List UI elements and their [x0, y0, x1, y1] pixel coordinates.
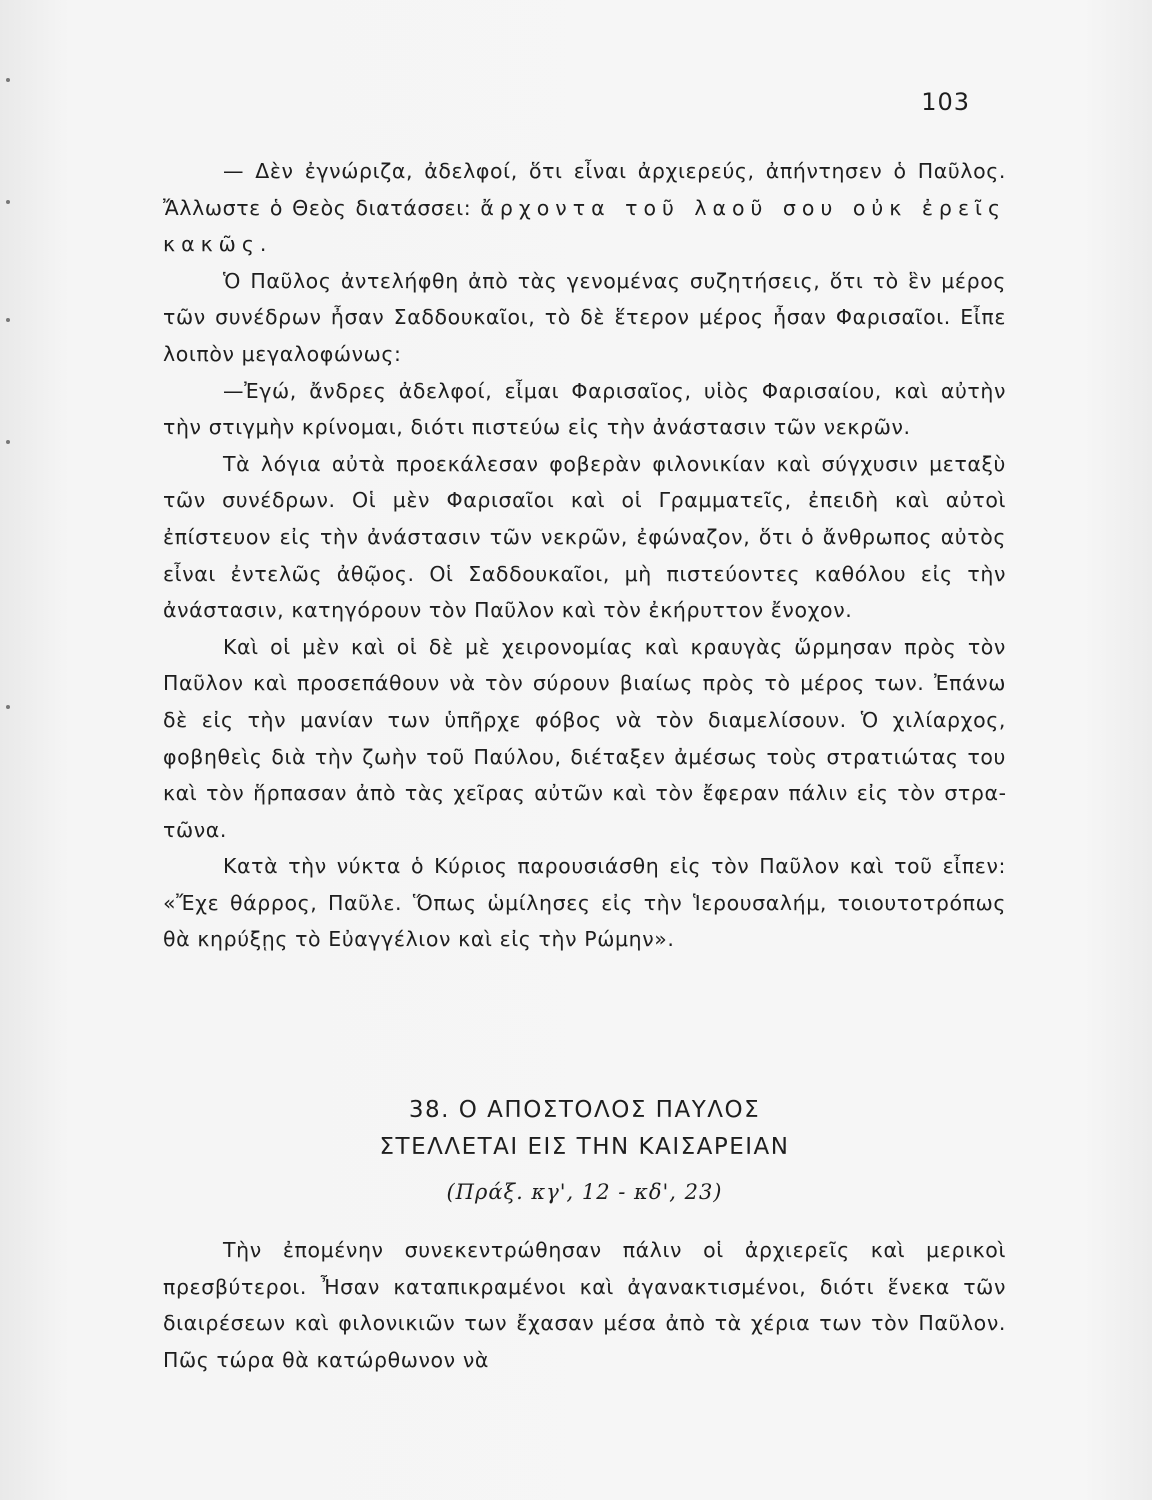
- margin-mark: [6, 318, 10, 322]
- paragraph: Τὴν ἐπομένην συνεκεντρώθησαν πάλιν οἱ ἀρχιερεῖς καὶ μερικοὶ πρεσβύτεροι. Ἦσαν καταπικραμένοι καὶ ἀγανακτισμένοι, διότι ἕνεκα τῶν διαιρέσεων καὶ φιλονικιῶν των ἔχασαν μέσα ἀπὸ τὰ χέρια των τὸν Παῦλον. Πῶς τώρα θὰ κατώρθωνον νὰ: [163, 1238, 1006, 1372]
- paragraph: —Ἐγώ, ἄνδρες ἀδελφοί, εἶμαι Φαρισαῖος, υἱὸς Φαρισαίου, καὶ αὐτὴν τὴν στιγμὴν κρίνομαι, διότι πιστεύω εἰς τὴν ἀνάστασιν τῶν νεκρῶν.: [163, 378, 1006, 440]
- scripture-quote: ἄρχοντα τοῦ λαοῦ σου οὐκ ἐρεῖς κακῶς.: [163, 195, 1006, 257]
- paragraph: Καὶ οἱ μὲν καὶ οἱ δὲ μὲ χειρονομίας καὶ κραυγὰς ὥρμησαν πρὸς τὸν Παῦλον καὶ προσεπάθουν νὰ τὸν σύρουν βιαίως πρὸς τὸ μέρος των. Ἐπάνω δὲ εἰς τὴν μανίαν των ὑπῆρχε φόβος νὰ τὸν διαμελίσουν. Ὁ χιλίαρχος, φοβηθεὶς διὰ τὴν ζωὴν τοῦ Παύλου, διέταξεν ἀμέσως τοὺς στρατιώτας του καὶ τὸν ἥρπασαν ἀπὸ τὰς χεῖρας αὐτῶν καὶ τὸν ἔφεραν πάλιν εἰς τὸν στρατῶνα.: [163, 634, 1006, 842]
- paragraph: Ὁ Παῦλος ἀντελήφθη ἀπὸ τὰς γενομένας συζητήσεις, ὅτι τὸ ἓν μέρος τῶν συνέδρων ἦσαν Σαδδουκαῖοι, τὸ δὲ ἕτερον μέρος ἦσαν Φαρισαῖοι. Εἶπε λοιπὸν μεγαλοφώνως:: [163, 268, 1006, 366]
- chapter-title-line-2: ΣΤΕΛΛΕΤΑΙ ΕΙΣ ΤΗΝ ΚΑΙΣΑΡΕΙΑΝ: [379, 1134, 790, 1160]
- margin-mark: [6, 200, 10, 204]
- paragraph: Κατὰ τὴν νύκτα ὁ Κύριος παρουσιάσθη εἰς τὸν Παῦλον καὶ τοῦ εἶπεν: «Ἔχε θάρρος, Παῦλε. Ὅπως ὡμίλησες εἰς τὴν Ἱερουσαλήμ, τοιουτοτρόπως θὰ κηρύξῃς τὸ Εὐαγγέλιον καὶ εἰς τὴν Ρώμην».: [163, 854, 1006, 952]
- paragraph-text: — Δὲν ἐγνώριζα, ἀδελφοί, ὅτι εἶναι ἀρχιερεύς, ἀπήντησεν ὁ Παῦλος. Ἄλλωστε ὁ Θεὸς διατάσσει:: [163, 159, 1006, 220]
- page-number: 103: [921, 88, 970, 116]
- margin-mark: [6, 705, 10, 709]
- margin-mark: [6, 78, 10, 82]
- chapter-title-line-1: 38. Ο ΑΠΟΣΤΟΛΟΣ ΠΑΥΛΟΣ: [408, 1097, 761, 1123]
- paragraph: [163, 153, 1006, 263]
- chapter-text: [163, 1232, 1006, 1378]
- margin-mark: [6, 440, 10, 444]
- paragraph: Τὰ λόγια αὐτὰ προεκάλεσαν φοβερὰν φιλονικίαν καὶ σύγχυσιν μεταξὺ τῶν συνέδρων. Οἱ μὲν Φαρισαῖοι καὶ οἱ Γραμματεῖς, ἐπειδὴ καὶ αὐτοὶ ἐπίστευον εἰς τὴν ἀνάστασιν τῶν νεκρῶν, ἐφώναζον, ὅτι ὁ ἄνθρωπος αὐτὸς εἶναι ἐντελῶς ἀθῷος. Οἱ Σαδδουκαῖοι, μὴ πιστεύοντες καθόλου εἰς τὴν ἀνάστασιν, κατηγόρουν τὸν Παῦλον καὶ τὸν ἐκήρυττον ἔνοχον.: [163, 451, 1006, 623]
- chapter-heading: [163, 1092, 1006, 1166]
- scripture-reference: (Πράξ. κγ', 12 - κδ', 23): [446, 1180, 723, 1204]
- main-text: [163, 153, 1006, 958]
